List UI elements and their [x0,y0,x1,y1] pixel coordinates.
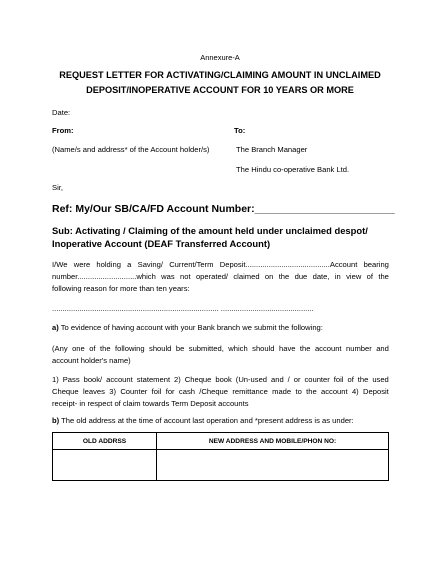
word: not [180,272,191,281]
paragraph-holding [52,259,389,295]
word: foil [151,387,162,396]
document-list-line-1 [52,374,389,386]
to-line-2: The Hindu co-operative Bank Ltd. [236,165,350,174]
word: to [295,387,302,396]
document-list-line-3: receipt- in respect of claim towards Term Deposit accounts [52,399,249,408]
title-line-2: DEPOSIT/INOPERATIVE ACCOUNT FOR 10 YEARS OR MORE [86,85,354,95]
word: statement [136,375,171,384]
word: should [252,344,275,353]
annexure-label: Annexure-A [200,53,240,62]
address-table-row [53,450,389,481]
point-a [52,323,323,332]
note-paragraph [52,343,389,367]
reference-line: Ref: My/Our SB/CA/FD Account Number:________________________ [52,203,395,215]
word: (Any [52,344,68,353]
title-line-1: REQUEST LETTER FOR ACTIVATING/CLAIMING AMOUNT IN UNCLAIMED [59,70,381,80]
word: 4) [351,387,359,396]
word: following [115,344,145,353]
document-list-line-2 [52,386,389,398]
word: (Un-used [235,375,268,384]
point-b-label: b) [52,416,60,425]
note-line-2: account holder's name) [52,356,131,365]
word: of [347,375,354,384]
word: counter [304,375,330,384]
to-line-1: The Branch Manager [236,145,308,154]
document-list [52,374,389,410]
word: on [264,272,274,281]
address-table-header [53,433,389,450]
subject-line-1: Sub: Activating / Claiming of the amount held under unclaimed despot/ [52,225,368,236]
word: Deposit........................................Account [219,260,358,269]
new-address-header: NEW ADDRESS AND MOBILE/PHON NO: [157,433,389,450]
word: one [72,344,85,353]
old-address-header: OLD ADDRSS [53,433,157,450]
word: 1) [52,375,59,384]
point-b [52,416,354,425]
word: book [215,375,232,384]
word: operated/ [195,272,229,281]
word: the [100,344,111,353]
word: or [293,375,301,384]
word: Current/Term [169,260,214,269]
paragraph-holding-line-3: following reason for more than ten years: [52,284,190,293]
word: were [73,260,91,269]
word: remittance [232,387,268,396]
word: 2) [174,375,181,384]
word: /Cheque [199,387,229,396]
word: used [372,375,389,384]
address-table [52,432,389,481]
word: of [366,272,373,281]
word: of [89,344,96,353]
word: Cheque [52,387,79,396]
word: was [161,272,175,281]
word: view [346,272,362,281]
word: the [278,272,290,281]
salutation: Sir, [52,183,63,192]
word: account [321,387,348,396]
word: should [149,344,172,353]
word: date, [312,272,330,281]
note-line-1 [52,343,389,355]
word: and [376,344,389,353]
word: holding [96,260,121,269]
word: the [299,344,311,353]
word: for [165,387,175,396]
word: claimed [233,272,260,281]
word: account [106,375,133,384]
word: and [271,375,284,384]
from-detail: (Name/s and address* of the Account holder/s) [52,145,210,154]
word: bearing [363,260,389,269]
word: cash [178,387,195,396]
to-label: To: [234,126,246,135]
word: the [306,387,317,396]
word: the [357,375,369,384]
word: I/We [52,260,68,269]
subject-line-2: Inoperative Account (DEAF Transferred Account) [52,238,271,249]
date-label: Date: [52,108,71,117]
word: Saving/ [137,260,163,269]
word: number............................which [52,272,156,281]
word: account [314,344,342,353]
word: foil [333,375,344,384]
paragraph-holding-line-1 [52,259,389,271]
from-label: From: [52,126,74,135]
word: the [378,272,389,281]
word: Deposit [363,387,389,396]
word: submitted, [188,344,224,353]
paragraph-holding-line-2 [52,271,389,283]
word: be [175,344,185,353]
new-address-cell[interactable] [157,450,389,481]
word: number [346,344,372,353]
word: a [127,260,132,269]
dotted-line: ............................................................................... ............................................ [52,304,314,313]
word: which [228,344,248,353]
word: book/ [83,375,103,384]
point-a-label: a) [52,323,59,332]
point-a-text: To evidence of having account with your Bank branch we submit the following: [58,323,323,332]
word: 3) [109,387,116,396]
word: Pass [62,375,80,384]
word: Counter [120,387,148,396]
old-address-cell[interactable] [53,450,157,481]
word: leaves [82,387,105,396]
word: in [334,272,341,281]
word: have [279,344,296,353]
word: made [272,387,292,396]
word: / [287,375,290,384]
point-b-text: The old address at the time of account last operation and *present address is as under: [59,416,354,425]
word: Cheque [184,375,212,384]
word: due [294,272,308,281]
